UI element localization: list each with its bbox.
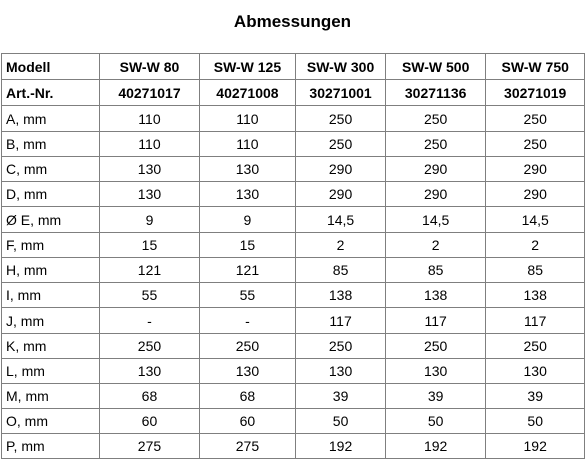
- row-label: Ø E, mm: [2, 207, 100, 233]
- cell-sw-w-300: 290: [296, 157, 386, 182]
- cell-sw-w-125: 130: [199, 359, 296, 384]
- table-row-k-mm: [2, 334, 585, 359]
- cell-sw-w-750: 30271019: [486, 80, 585, 106]
- cell-sw-w-80: 60: [100, 409, 199, 434]
- cell-sw-w-300: 2: [296, 233, 386, 258]
- row-label: B, mm: [2, 132, 100, 157]
- cell-sw-w-500: 117: [385, 308, 485, 334]
- cell-sw-w-125: 110: [199, 132, 296, 157]
- table-row-l-mm: [2, 359, 585, 384]
- cell-sw-w-80: 110: [100, 106, 199, 132]
- row-label: M, mm: [2, 384, 100, 409]
- cell-sw-w-80: -: [100, 308, 199, 334]
- cell-sw-w-125: 130: [199, 182, 296, 207]
- cell-sw-w-500: 250: [385, 106, 485, 132]
- cell-sw-w-125: 275: [199, 434, 296, 459]
- cell-sw-w-80: 130: [100, 359, 199, 384]
- cell-sw-w-80: 110: [100, 132, 199, 157]
- cell-sw-w-300: 39: [296, 384, 386, 409]
- cell-sw-w-500: 250: [385, 334, 485, 359]
- cell-sw-w-125: 250: [199, 334, 296, 359]
- table-row-m-mm: [2, 384, 585, 409]
- table-row-f-mm: [2, 233, 585, 258]
- cell-sw-w-300: 30271001: [296, 80, 386, 106]
- cell-sw-w-300: 130: [296, 359, 386, 384]
- cell-sw-w-80: 55: [100, 283, 199, 308]
- cell-sw-w-500: 39: [385, 384, 485, 409]
- cell-sw-w-750: 290: [486, 157, 585, 182]
- header-row-model: [2, 54, 585, 80]
- table-row-i-mm: [2, 283, 585, 308]
- row-label: L, mm: [2, 359, 100, 384]
- cell-sw-w-500: 30271136: [385, 80, 485, 106]
- cell-sw-w-750: 250: [486, 132, 585, 157]
- cell-sw-w-300: SW-W 300: [296, 54, 386, 80]
- page-title: Abmessungen: [233, 12, 352, 31]
- cell-sw-w-80: 68: [100, 384, 199, 409]
- row-label: F, mm: [2, 233, 100, 258]
- cell-sw-w-80: 130: [100, 157, 199, 182]
- cell-sw-w-125: -: [199, 308, 296, 334]
- cell-sw-w-125: 40271008: [199, 80, 296, 106]
- cell-sw-w-750: SW-W 750: [486, 54, 585, 80]
- cell-sw-w-125: 55: [199, 283, 296, 308]
- dimensions-table: [1, 53, 585, 459]
- cell-sw-w-125: 60: [199, 409, 296, 434]
- cell-sw-w-300: 85: [296, 258, 386, 283]
- cell-sw-w-300: 290: [296, 182, 386, 207]
- cell-sw-w-125: 9: [199, 207, 296, 233]
- cell-sw-w-500: 192: [385, 434, 485, 459]
- cell-sw-w-300: 250: [296, 132, 386, 157]
- cell-sw-w-80: 275: [100, 434, 199, 459]
- cell-sw-w-80: 121: [100, 258, 199, 283]
- cell-sw-w-500: 290: [385, 182, 485, 207]
- row-label: O, mm: [2, 409, 100, 434]
- cell-sw-w-300: 117: [296, 308, 386, 334]
- table-row-o-e-mm: [2, 207, 585, 233]
- cell-sw-w-80: 130: [100, 182, 199, 207]
- cell-sw-w-300: 250: [296, 334, 386, 359]
- cell-sw-w-500: 50: [385, 409, 485, 434]
- cell-sw-w-750: 85: [486, 258, 585, 283]
- cell-sw-w-300: 138: [296, 283, 386, 308]
- table-row-p-mm: [2, 434, 585, 459]
- cell-sw-w-500: 290: [385, 157, 485, 182]
- cell-sw-w-80: 250: [100, 334, 199, 359]
- row-label: H, mm: [2, 258, 100, 283]
- row-label: C, mm: [2, 157, 100, 182]
- cell-sw-w-80: SW-W 80: [100, 54, 199, 80]
- row-label: K, mm: [2, 334, 100, 359]
- row-label: J, mm: [2, 308, 100, 334]
- cell-sw-w-300: 14,5: [296, 207, 386, 233]
- cell-sw-w-750: 138: [486, 283, 585, 308]
- cell-sw-w-125: 130: [199, 157, 296, 182]
- cell-sw-w-300: 192: [296, 434, 386, 459]
- table-row-b-mm: [2, 132, 585, 157]
- cell-sw-w-500: 2: [385, 233, 485, 258]
- cell-sw-w-125: 110: [199, 106, 296, 132]
- cell-sw-w-750: 50: [486, 409, 585, 434]
- cell-sw-w-750: 192: [486, 434, 585, 459]
- cell-sw-w-500: 130: [385, 359, 485, 384]
- cell-sw-w-500: 85: [385, 258, 485, 283]
- cell-sw-w-500: 250: [385, 132, 485, 157]
- row-label: Art.-Nr.: [2, 80, 100, 106]
- cell-sw-w-125: SW-W 125: [199, 54, 296, 80]
- table-row-a-mm: [2, 106, 585, 132]
- cell-sw-w-300: 50: [296, 409, 386, 434]
- cell-sw-w-750: 290: [486, 182, 585, 207]
- table-row-c-mm: [2, 157, 585, 182]
- table-row-j-mm: [2, 308, 585, 334]
- cell-sw-w-750: 250: [486, 106, 585, 132]
- cell-sw-w-750: 250: [486, 334, 585, 359]
- cell-sw-w-80: 15: [100, 233, 199, 258]
- table-row-h-mm: [2, 258, 585, 283]
- cell-sw-w-125: 121: [199, 258, 296, 283]
- cell-sw-w-125: 68: [199, 384, 296, 409]
- header-row-article-number: [2, 80, 585, 106]
- row-label: D, mm: [2, 182, 100, 207]
- cell-sw-w-300: 250: [296, 106, 386, 132]
- row-label: I, mm: [2, 283, 100, 308]
- cell-sw-w-500: 14,5: [385, 207, 485, 233]
- cell-sw-w-125: 15: [199, 233, 296, 258]
- cell-sw-w-750: 39: [486, 384, 585, 409]
- table-row-d-mm: [2, 182, 585, 207]
- cell-sw-w-500: 138: [385, 283, 485, 308]
- cell-sw-w-80: 40271017: [100, 80, 199, 106]
- cell-sw-w-750: 2: [486, 233, 585, 258]
- row-label: P, mm: [2, 434, 100, 459]
- cell-sw-w-750: 130: [486, 359, 585, 384]
- cell-sw-w-500: SW-W 500: [385, 54, 485, 80]
- cell-sw-w-750: 117: [486, 308, 585, 334]
- cell-sw-w-750: 14,5: [486, 207, 585, 233]
- cell-sw-w-80: 9: [100, 207, 199, 233]
- table-row-o-mm: [2, 409, 585, 434]
- row-label: A, mm: [2, 106, 100, 132]
- row-label: Modell: [2, 54, 100, 80]
